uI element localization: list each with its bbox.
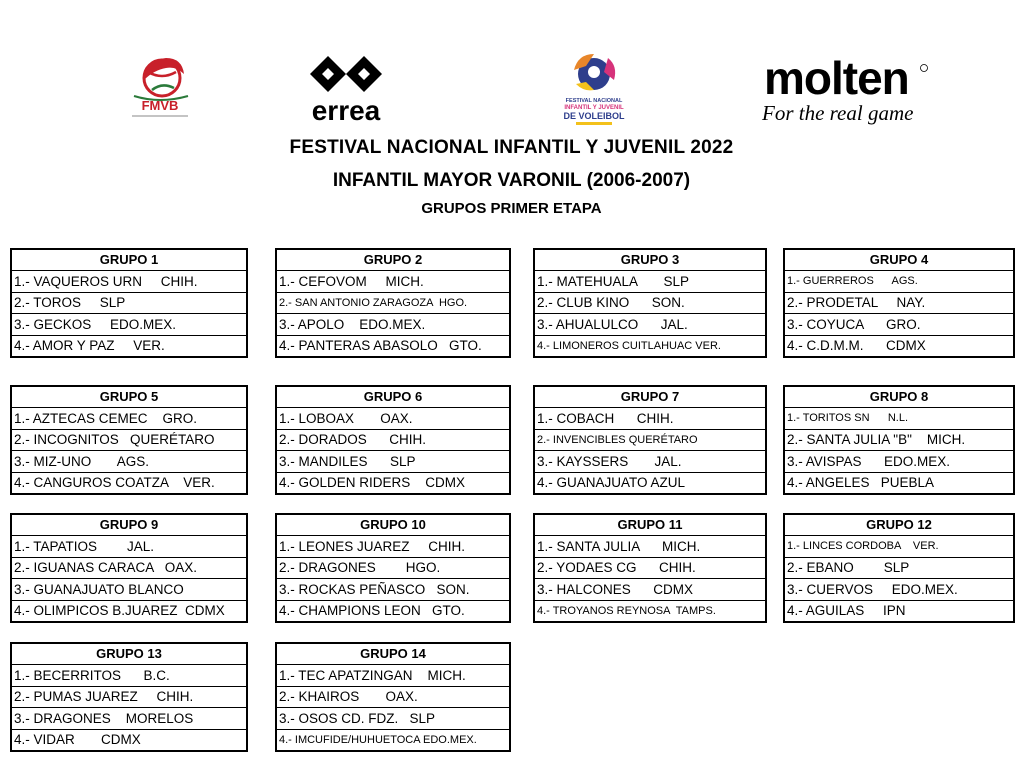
team-row: 1.- VAQUEROS URN CHIH.	[12, 271, 246, 293]
festival-logo-line-2: INFANTIL Y JUVENIL	[564, 105, 624, 111]
team-row: 1.- SANTA JULIA MICH.	[535, 536, 765, 558]
group-box-10	[275, 513, 511, 623]
errea-logo-text: errea	[311, 95, 381, 124]
team-row: 2.- DORADOS CHIH.	[277, 430, 509, 452]
team-row: 1.- COBACH CHIH.	[535, 408, 765, 430]
team-row: 2.- KHAIROS OAX.	[277, 687, 509, 709]
team-row: 3.- MIZ-UNO AGS.	[12, 451, 246, 473]
team-row: 3.- AVISPAS EDO.MEX.	[785, 451, 1013, 473]
team-row: 4.- VIDAR CDMX	[14, 732, 141, 748]
team-row: 3.- OSOS CD. FDZ. SLP	[277, 708, 509, 730]
team-row: 4.- IMCUFIDE/HUHUETOCA EDO.MEX.	[279, 733, 477, 746]
group-box-8	[783, 385, 1015, 495]
group-box-3	[533, 248, 767, 358]
team-row: 4.- PANTERAS ABASOLO GTO.	[279, 338, 482, 354]
team-row: 2.- CLUB KINO SON.	[535, 293, 765, 315]
team-row: 3.- AHUALULCO JAL.	[535, 314, 765, 336]
festival-logo-line-1: FESTIVAL NACIONAL	[565, 98, 623, 104]
fmvb-logo-text: FMVB	[141, 98, 179, 113]
team-row: 2.- PUMAS JUAREZ CHIH.	[12, 687, 246, 709]
stage-heading: GRUPOS PRIMER ETAPA	[421, 200, 602, 217]
team-row: 1.- MATEHUALA SLP	[535, 271, 765, 293]
group-title: GRUPO 5	[12, 387, 246, 408]
team-row: 2.- DRAGONES HGO.	[277, 558, 509, 580]
team-row: 1.- TORITOS SN N.L.	[785, 408, 1013, 430]
page-title: FESTIVAL NACIONAL INFANTIL Y JUVENIL 2022	[289, 137, 734, 158]
team-row: 3.- GECKOS EDO.MEX.	[12, 314, 246, 336]
team-row: 3.- KAYSSERS JAL.	[535, 451, 765, 473]
team-row: 3.- DRAGONES MORELOS	[12, 708, 246, 730]
team-row: 3.- APOLO EDO.MEX.	[277, 314, 509, 336]
team-row: 4.- GUANAJUATO AZUL	[537, 475, 686, 491]
team-row: 2.- EBANO SLP	[785, 558, 1013, 580]
molten-logo	[760, 56, 930, 128]
team-row: 1.- GUERREROS AGS.	[785, 271, 1013, 293]
team-row: 1.- AZTECAS CEMEC GRO.	[12, 408, 246, 430]
group-box-11	[533, 513, 767, 623]
group-box-12	[783, 513, 1015, 623]
team-row: 4.- CHAMPIONS LEON GTO.	[279, 603, 465, 619]
team-row: 2.- TOROS SLP	[12, 293, 246, 315]
team-row: 4.- CANGUROS COATZA VER.	[14, 475, 215, 491]
team-row: 1.- CEFOVOM MICH.	[277, 271, 509, 293]
team-row: 1.- LEONES JUAREZ CHIH.	[277, 536, 509, 558]
team-row: 1.- TAPATIOS JAL.	[12, 536, 246, 558]
team-row: 2.- SANTA JULIA "B" MICH.	[785, 430, 1013, 452]
team-row: 1.- BECERRITOS B.C.	[12, 665, 246, 687]
group-title: GRUPO 9	[12, 515, 246, 536]
team-row: 4.- ANGELES PUEBLA	[787, 475, 935, 491]
group-title: GRUPO 8	[785, 387, 1013, 408]
team-row: 3.- MANDILES SLP	[277, 451, 509, 473]
team-row: 1.- TEC APATZINGAN MICH.	[277, 665, 509, 687]
group-title: GRUPO 3	[535, 250, 765, 271]
group-box-9	[10, 513, 248, 623]
team-row: 2.- IGUANAS CARACA OAX.	[12, 558, 246, 580]
team-row: 2.- YODAES CG CHIH.	[535, 558, 765, 580]
group-box-13	[10, 642, 248, 752]
molten-tagline: For the real game	[762, 101, 914, 125]
festival-logo-line-3: DE VOLEIBOL	[563, 111, 625, 121]
group-box-14	[275, 642, 511, 752]
team-row: 4.- OLIMPICOS B.JUAREZ CDMX	[14, 603, 225, 619]
fmvb-logo	[126, 52, 194, 122]
group-box-6	[275, 385, 511, 495]
group-box-1	[10, 248, 248, 358]
team-row: 4.- AGUILAS IPN	[787, 603, 906, 619]
group-box-5	[10, 385, 248, 495]
molten-logo-text: molten	[764, 56, 909, 104]
team-row: 4.- TROYANOS REYNOSA TAMPS.	[537, 604, 716, 617]
team-row: 4.- GOLDEN RIDERS CDMX	[279, 475, 466, 491]
team-row: 4.- C.D.M.M. CDMX	[787, 338, 926, 354]
team-row: 3.- ROCKAS PEÑASCO SON.	[277, 579, 509, 601]
team-row: 3.- HALCONES CDMX	[535, 579, 765, 601]
group-title: GRUPO 10	[277, 515, 509, 536]
group-title: GRUPO 11	[535, 515, 765, 536]
category-subtitle: INFANTIL MAYOR VARONIL (2006-2007)	[332, 170, 691, 191]
team-row: 3.- COYUCA GRO.	[785, 314, 1013, 336]
team-row: 2.- INCOGNITOS QUERÉTARO	[12, 430, 246, 452]
errea-logo	[306, 50, 386, 124]
group-title: GRUPO 1	[12, 250, 246, 271]
group-box-7	[533, 385, 767, 495]
team-row: 3.- GUANAJUATO BLANCO	[12, 579, 246, 601]
team-row: 2.- SAN ANTONIO ZARAGOZA HGO.	[277, 293, 509, 315]
group-title: GRUPO 12	[785, 515, 1013, 536]
group-box-2	[275, 248, 511, 358]
team-row: 4.- LIMONEROS CUITLAHUAC VER.	[537, 339, 721, 352]
team-row: 2.- INVENCIBLES QUERÉTARO	[535, 430, 765, 452]
group-title: GRUPO 4	[785, 250, 1013, 271]
team-row: 2.- PRODETAL NAY.	[785, 293, 1013, 315]
group-title: GRUPO 7	[535, 387, 765, 408]
festival-logo	[556, 48, 632, 128]
group-title: GRUPO 14	[277, 644, 509, 665]
group-title: GRUPO 6	[277, 387, 509, 408]
group-title: GRUPO 2	[277, 250, 509, 271]
team-row: 1.- LOBOAX OAX.	[277, 408, 509, 430]
team-row: 1.- LINCES CORDOBA VER.	[785, 536, 1013, 558]
group-title: GRUPO 13	[12, 644, 246, 665]
team-row: 3.- CUERVOS EDO.MEX.	[785, 579, 1013, 601]
team-row: 4.- AMOR Y PAZ VER.	[14, 338, 165, 354]
group-box-4	[783, 248, 1015, 358]
